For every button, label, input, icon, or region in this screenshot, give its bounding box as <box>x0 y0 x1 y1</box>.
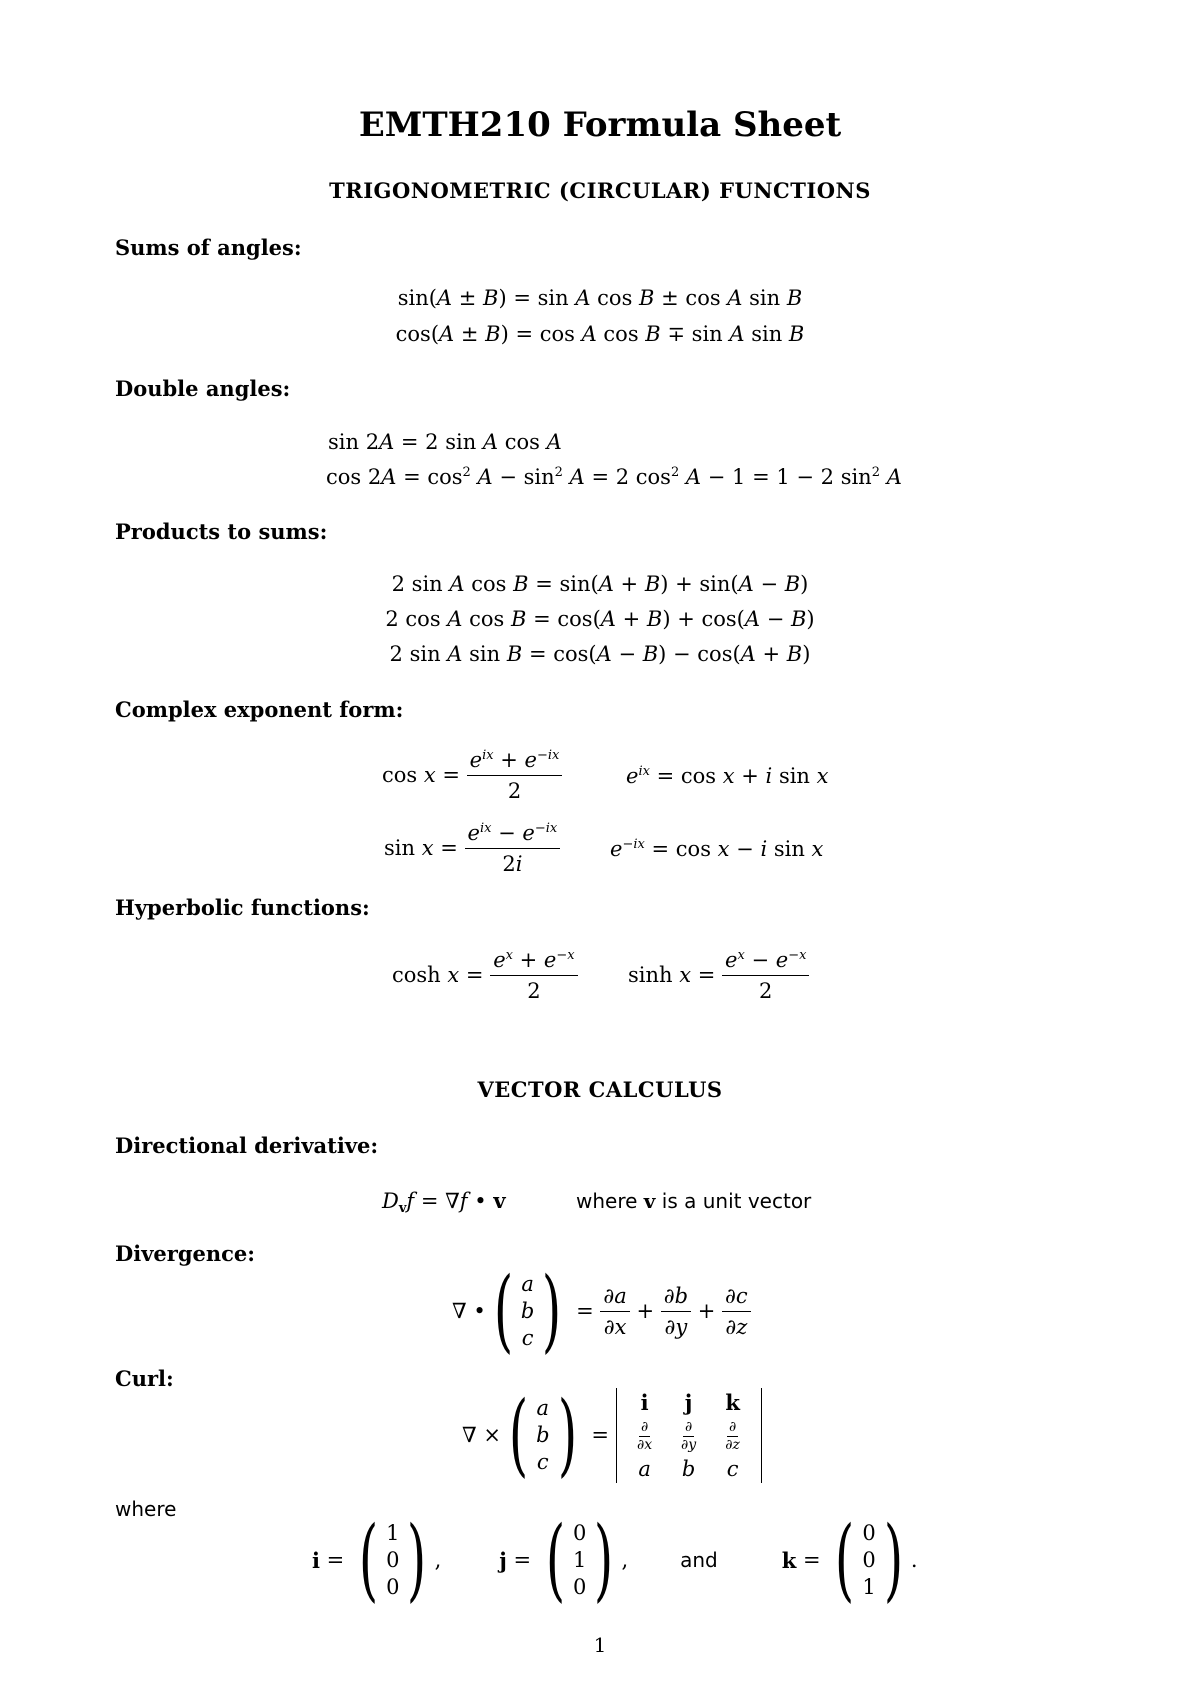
section-heading-vector: VECTOR CALCULUS <box>477 1077 723 1102</box>
formula-cosh: cosh x = $\frac{e^x + e^{-x}}{2}$ <box>392 940 578 1010</box>
heading-directional-derivative: Directional derivative: <box>115 1133 379 1158</box>
formula-cos-double: $\cos 2A = \cos^2 A - \sin^2 A = 2$ $\cos^2 A - 1 = 1 - 2$ $\sin^2 A$ <box>326 465 902 489</box>
heading-complex-exponent: Complex exponent form: <box>115 697 404 722</box>
formula-cos-sum: cos(A ± B) = cos A cos B ∓ sin A sin B <box>395 322 805 346</box>
and-word: and <box>680 1548 718 1572</box>
formula-cos-exp: cos x = $\frac{e^{ix} + e^{-ix}}{2}$ <box>382 740 562 810</box>
heading-sums-of-angles: Sums of angles: <box>115 235 302 260</box>
page-title: EMTH210 Formula Sheet <box>358 105 842 145</box>
heading-curl: Curl: <box>115 1366 174 1391</box>
formula-sin-sum: sin(A ± B) = sin A cos B ± cos A sin B <box>397 286 803 310</box>
heading-divergence: Divergence: <box>115 1241 256 1266</box>
heading-double-angles: Double angles: <box>115 376 291 401</box>
formula-euler-plus: $e^{ix} = \cos x + i$ sin x <box>626 764 829 788</box>
where-label: where <box>115 1497 177 1521</box>
formula-curl: ∇ × ( a b c ) = i j k $\frac{\partial}{\partial x}$ $\frac{\partial}{\partial y}$ $\frac{\partial}{\partial z}$ a b c <box>462 1390 762 1480</box>
formula-product-sin-sin: 2 sin A sin B = cos(A − B) − cos(A + B) <box>389 642 811 666</box>
formula-product-sin-cos: 2 sin A cos B = sin(A + B) + sin(A − B) <box>391 572 809 596</box>
section-heading-trig: TRIGONOMETRIC (CIRCULAR) FUNCTIONS <box>329 178 871 203</box>
unit-vector-note: where v is a unit vector <box>576 1189 812 1213</box>
formula-sin-double: sin 2A = 2 sin A cos A <box>328 430 562 454</box>
formula-directional-derivative: $D_vf = \nabla f$ • v <box>382 1188 506 1216</box>
page-number: 1 <box>593 1633 607 1657</box>
formula-divergence: ∇ • ( a b c ) = $\frac{\partial a}{\partial x}$ + $\frac{\partial b}{\partial y}$ + $\frac{\partial c}{\partial z}$ <box>452 1266 751 1356</box>
heading-products-to-sums: Products to sums: <box>115 519 328 544</box>
curl-determinant: i j k $\frac{\partial}{\partial x}$ $\frac{\partial}{\partial y}$ $\frac{\partial}{\partial z}$ a b c <box>616 1388 762 1483</box>
formula-euler-minus: $e^{-ix} = \cos x - i$ sin x <box>610 837 824 861</box>
formula-sin-exp: sin x = $\frac{e^{ix} - e^{-ix}}{2i}$ <box>384 813 560 883</box>
heading-hyperbolic: Hyperbolic functions: <box>115 895 370 920</box>
formula-sinh: sinh x = $\frac{e^x - e^{-x}}{2}$ <box>628 940 809 1010</box>
formula-unit-vectors: i = ( 1 0 0 ) , j = ( 0 1 0 ) , and k = ( 0 0 1 ) . <box>312 1507 918 1612</box>
formula-product-cos-cos: 2 cos A cos B = cos(A + B) + cos(A − B) <box>385 607 815 631</box>
